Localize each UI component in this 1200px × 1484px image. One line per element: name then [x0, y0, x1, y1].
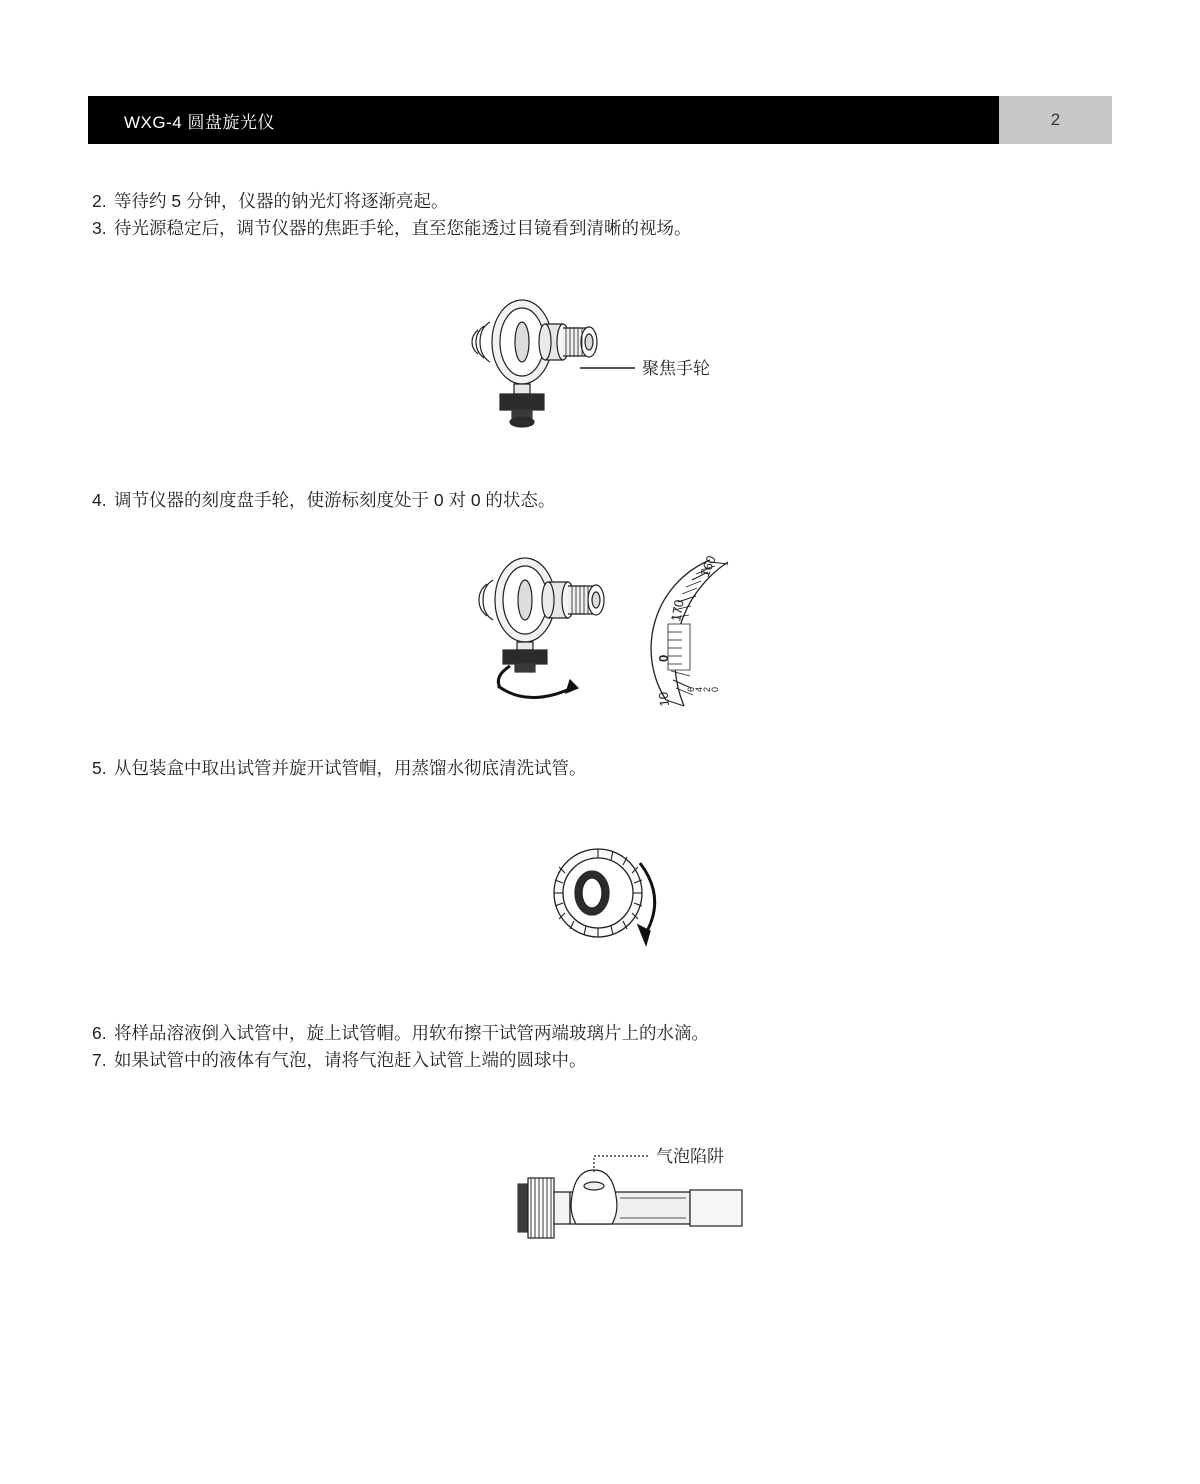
- step-text: 从包装盒中取出试管并旋开试管帽，用蒸馏水彻底清洗试管。: [114, 758, 587, 778]
- vernier-label-4: 4: [694, 686, 704, 692]
- list-item: [92, 1020, 1112, 1047]
- list-item: [92, 487, 1112, 514]
- figure-sample-tube: [500, 1140, 780, 1285]
- list-item: [92, 1047, 1112, 1074]
- step-block-b: [92, 487, 1112, 514]
- step-block-c: [92, 755, 1112, 782]
- step-number: 3.: [92, 218, 107, 239]
- scale-label-170: 170: [668, 598, 687, 623]
- focus-knob-illustration: [460, 280, 760, 460]
- scale-label-10: 10: [655, 691, 672, 708]
- figure-tube-cap: [530, 835, 710, 980]
- figure-focus-knob: [460, 280, 760, 465]
- dial-scale-illustration: [470, 540, 790, 730]
- step-text: 调节仪器的刻度盘手轮，使游标刻度处于 0 对 0 的状态。: [114, 490, 556, 510]
- scale-label-160: 160: [696, 553, 719, 580]
- step-number: 2.: [92, 191, 107, 211]
- list-item: [92, 755, 1112, 782]
- header-title: WXG-4 圆盘旋光仪: [88, 96, 999, 144]
- sample-tube-illustration: [500, 1140, 780, 1280]
- step-block-d: [92, 1020, 1112, 1074]
- scale-label-0: 0: [656, 654, 671, 662]
- vernier-label-6: 6: [686, 686, 696, 692]
- step-text: 如果试管中的液体有气泡，请将气泡赶入试管上端的圆球中。: [114, 1050, 587, 1071]
- step-text: 等待约 5 分钟，仪器的钠光灯将逐渐亮起。: [114, 191, 449, 211]
- step-text: 将样品溶液倒入试管中，旋上试管帽。用软布擦干试管两端玻璃片上的水滴。: [114, 1023, 709, 1043]
- step-number: 5.: [92, 758, 107, 778]
- step-number: 7.: [92, 1050, 107, 1071]
- figure-caption: 聚焦手轮: [642, 359, 710, 378]
- figure-dial-scale: [470, 540, 790, 735]
- tube-cap-illustration: [530, 835, 710, 975]
- page-header: [88, 96, 1112, 144]
- step-number: 6.: [92, 1023, 107, 1043]
- vernier-label-2: 2: [702, 686, 712, 692]
- step-block-a: [92, 188, 1112, 242]
- figure-caption: 气泡陷阱: [656, 1147, 724, 1166]
- step-number: 4.: [92, 490, 107, 510]
- vernier-label-0: 0: [710, 686, 720, 692]
- page-number: 2: [999, 96, 1112, 144]
- list-item: [92, 215, 1112, 242]
- step-text: 待光源稳定后，调节仪器的焦距手轮，直至您能透过目镜看到清晰的视场。: [114, 218, 692, 239]
- list-item: [92, 188, 1112, 215]
